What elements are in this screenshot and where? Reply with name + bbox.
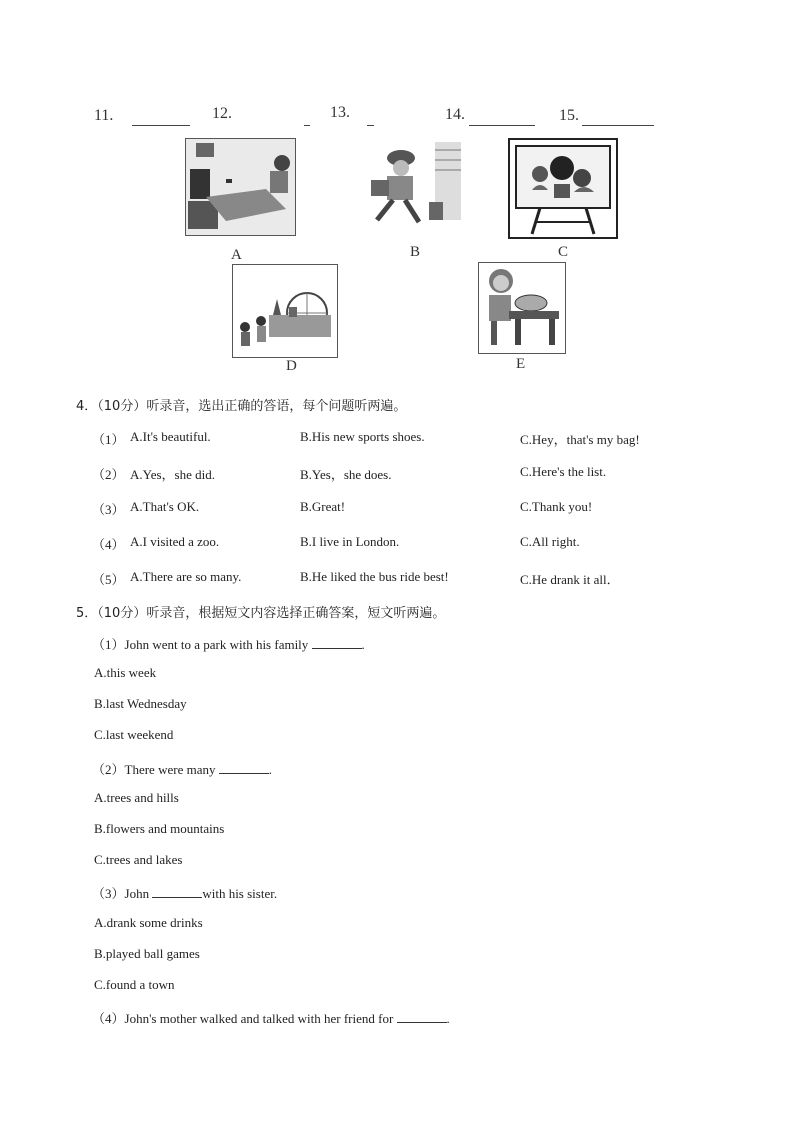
flower-painting-icon bbox=[510, 140, 616, 237]
q4-option-c: C.Thank you! bbox=[520, 499, 593, 514]
q5-option-a: A.drank some drinks bbox=[94, 915, 203, 930]
picture-c bbox=[508, 138, 618, 239]
q4-option-c: C.Here's the list. bbox=[520, 464, 607, 479]
picture-b bbox=[353, 140, 461, 230]
q4-option-b: B.Great! bbox=[300, 499, 346, 514]
q4-option-b: B.Yes，she does. bbox=[300, 467, 392, 482]
q4-item-num: （1） bbox=[92, 432, 125, 447]
q4-option-b: B.He liked the bus ride best! bbox=[300, 569, 449, 584]
q4-option-c: C.He drank it all． bbox=[520, 572, 620, 587]
picture-label-c: C bbox=[558, 244, 569, 260]
q5-question-text: （4）John's mother walked and talked with her friend for . bbox=[92, 1011, 450, 1026]
picture-label-e: E bbox=[516, 356, 526, 372]
q4-option-a: A.There are so many. bbox=[130, 569, 242, 584]
q4-option-a: A.Yes，she did. bbox=[130, 467, 215, 482]
q4-option-a: A.It's beautiful. bbox=[130, 429, 211, 444]
q4-item-num: （2） bbox=[92, 467, 125, 482]
blank-number-15: 15. bbox=[559, 107, 579, 124]
picture-label-b: B bbox=[410, 244, 421, 260]
answer-blank bbox=[312, 637, 362, 649]
q4-option-a: A.I visited a zoo. bbox=[130, 534, 220, 549]
picture-label-d: D bbox=[286, 358, 297, 374]
blank-number-11: 11. bbox=[94, 107, 114, 124]
picture-a bbox=[185, 138, 296, 236]
q5-question-text: （2）There were many . bbox=[92, 762, 272, 777]
answer-blank bbox=[219, 762, 269, 774]
q5-option-b: B.played ball games bbox=[94, 946, 200, 961]
q5-question-text: （3）John with his sister. bbox=[92, 886, 278, 901]
q5-option-c: C.last weekend bbox=[94, 727, 174, 742]
q5-option-b: B.flowers and mountains bbox=[94, 821, 225, 836]
q4-item-num: （5） bbox=[92, 572, 125, 587]
q5-option-b: B.last Wednesday bbox=[94, 696, 187, 711]
q5-option-c: C.found a town bbox=[94, 977, 175, 992]
answer-blank bbox=[397, 1011, 447, 1023]
blank-number-14: 14. bbox=[445, 106, 465, 123]
blank-number-13: 13. bbox=[330, 104, 350, 121]
blank-number-12: 12. bbox=[212, 105, 232, 122]
q5-heading: 5．（10分）听录音，根据短文内容选择正确答案，短文听两遍。 bbox=[76, 606, 446, 621]
picture-label-a: A bbox=[231, 247, 242, 263]
q4-option-c: C.All right. bbox=[520, 534, 580, 549]
q4-option-a: A.That's OK. bbox=[130, 499, 200, 514]
q5-question-text: （1）John went to a park with his family . bbox=[92, 637, 365, 652]
boy-carrying-bag-icon bbox=[353, 140, 461, 230]
q4-option-b: B.I live in London. bbox=[300, 534, 400, 549]
q4-item-num: （4） bbox=[92, 537, 125, 552]
q5-option-a: A.trees and hills bbox=[94, 790, 179, 805]
answer-blank bbox=[152, 886, 202, 898]
boy-at-computer-icon bbox=[186, 139, 295, 235]
q5-option-c: C.trees and lakes bbox=[94, 852, 183, 867]
q4-heading: 4．（10分）听录音，选出正确的答语，每个问题听两遍。 bbox=[76, 399, 407, 414]
q5-option-a: A.this week bbox=[94, 665, 157, 680]
kids-sightseeing-icon bbox=[233, 265, 337, 357]
q4-item-num: （3） bbox=[92, 502, 125, 517]
q4-option-c: C.Hey，that's my bag! bbox=[520, 432, 640, 447]
girl-at-table-icon bbox=[479, 263, 565, 353]
picture-e bbox=[478, 262, 566, 354]
q4-option-b: B.His new sports shoes. bbox=[300, 429, 425, 444]
picture-d bbox=[232, 264, 338, 358]
